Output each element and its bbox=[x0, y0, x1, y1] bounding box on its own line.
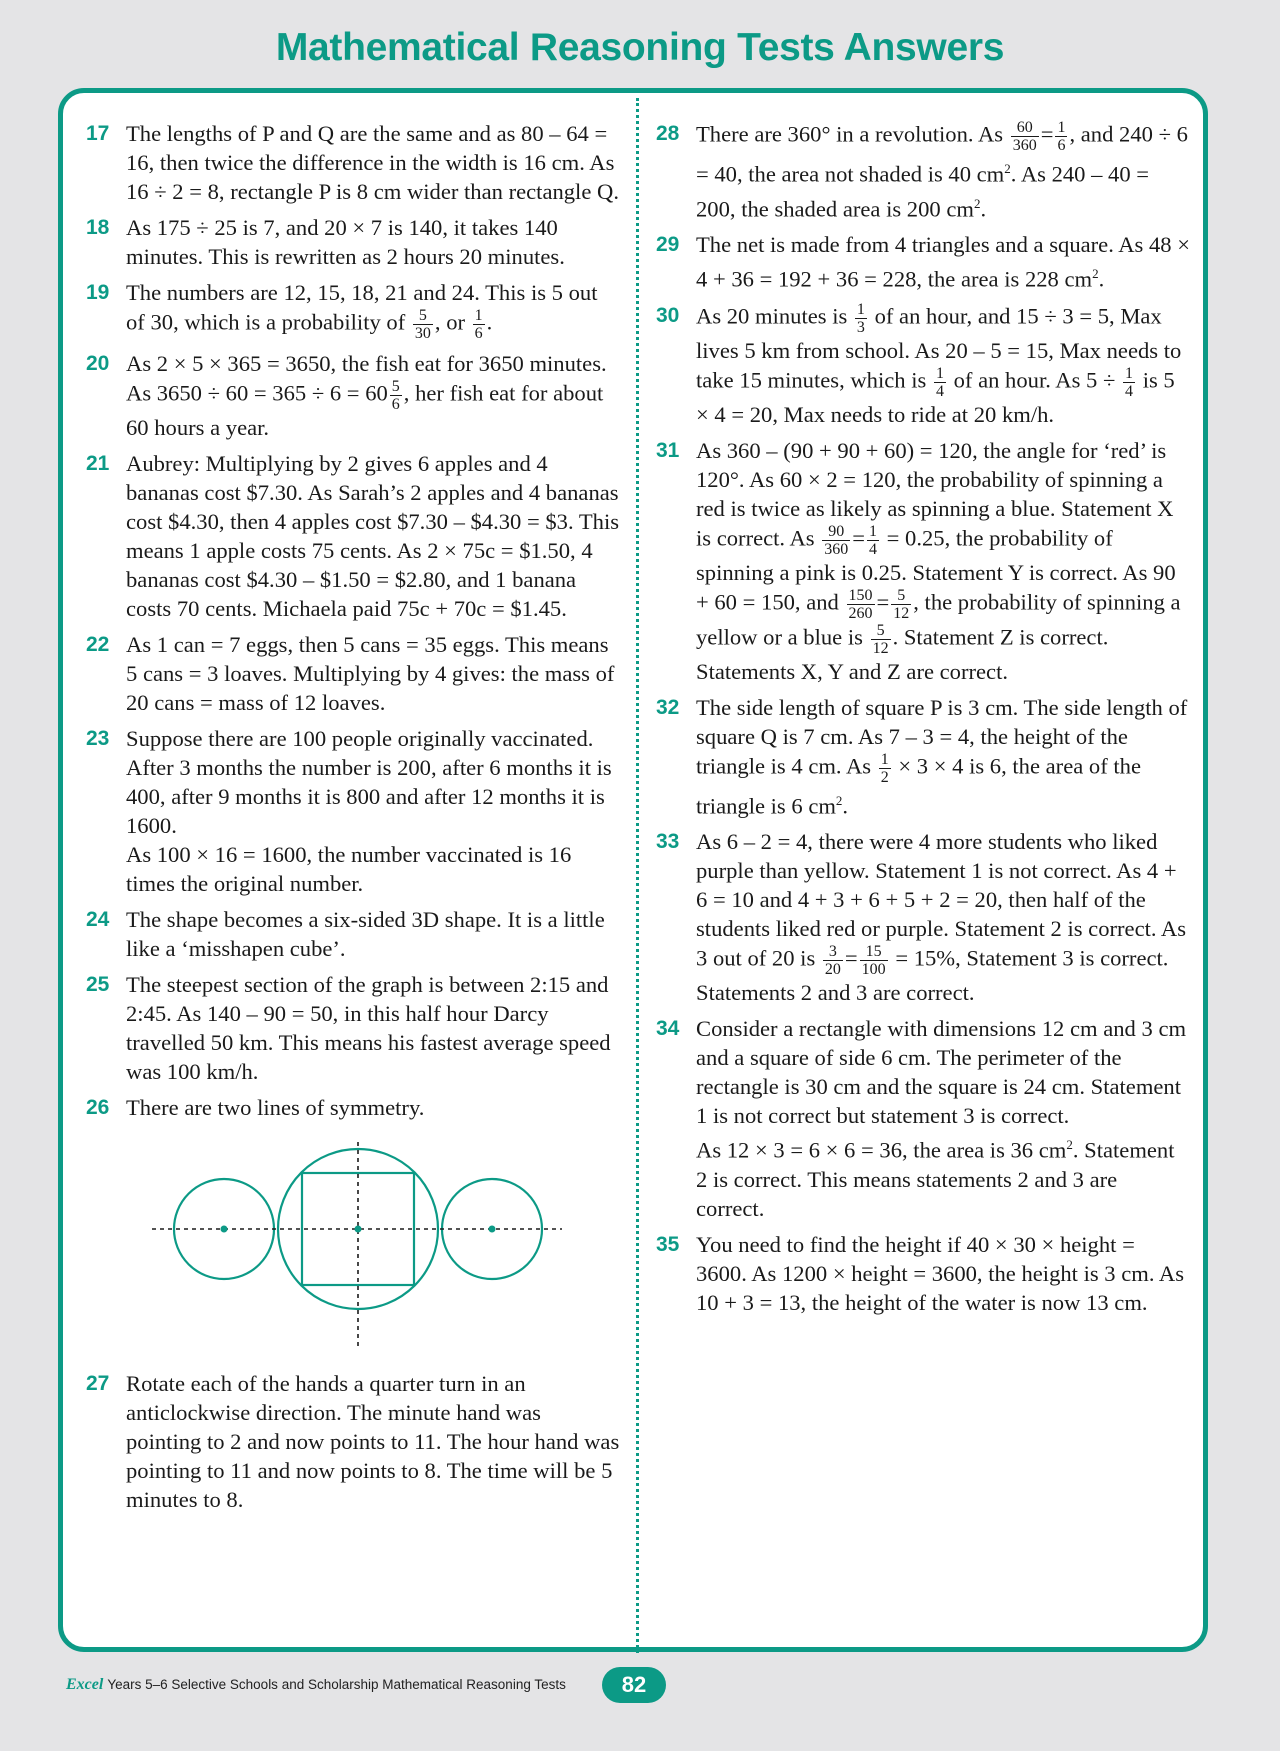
centre-dot bbox=[221, 1226, 228, 1233]
right-column bbox=[656, 119, 1190, 1324]
fraction: $\frac{5}{30}$ bbox=[414, 307, 431, 342]
answer-19: 19 The numbers are 12, 15, 18, 21 and 24. This is 5 out of 30, which is a probability of $\frac{5}{30}$ , or $\frac{1}{6}$ . bbox=[86, 280, 598, 342]
fraction: $\frac{5}{12}$ bbox=[872, 621, 889, 657]
page-number: 82 bbox=[602, 1667, 666, 1703]
answer-25 bbox=[86, 970, 620, 1086]
fraction: $\frac{1}{3}$ bbox=[856, 300, 865, 336]
answer-35 bbox=[656, 1230, 1190, 1317]
answer-number: 21 bbox=[86, 452, 110, 475]
page-title: Mathematical Reasoning Tests Answers bbox=[275, 26, 1005, 69]
symmetry-diagram bbox=[152, 1142, 562, 1347]
fraction: $\frac{150}{260}$ bbox=[848, 586, 873, 622]
answer-number: 33 bbox=[656, 830, 680, 854]
fraction: $\frac{3}{20}$ bbox=[824, 943, 841, 979]
answer-20: 20 As 2 × 5 × 365 = 3650, the fish eat for 3650 minutes. As 3650 ÷ 60 = 365 ÷ 6 = 60 $\frac{5}{6}$ , her fish eat for about 60 hours a year. bbox=[86, 351, 607, 440]
answer-24 bbox=[86, 905, 620, 963]
fraction: $\frac{5}{12}$ bbox=[893, 586, 910, 622]
answer-text: Consider a rectangle with dimensions 12 cm and 3 cm and a square of side 6 cm. The perimeter of the rectangle is 30 cm and the square is 24 cm. Statement 1 is not correct but statement 3 is correct. bbox=[696, 1016, 1187, 1129]
answer-number: 25 bbox=[86, 973, 110, 996]
answer-text: As 100 × 16 = 1600, the number vaccinated is 16 times the original number. bbox=[126, 842, 572, 896]
answer-17 bbox=[86, 119, 620, 206]
answer-number: 27 bbox=[86, 1372, 110, 1395]
answer-23 bbox=[86, 724, 620, 898]
answer-text: Suppose there are 100 people originally vaccinated. After 3 months the number is 200, after 6 months it is 400, after 9 months it is 800 and after 12 months it is 1600. bbox=[126, 726, 612, 838]
fraction: $\frac{5}{6}$ bbox=[391, 378, 400, 413]
answer-27 bbox=[86, 1369, 620, 1514]
answer-text: The lengths of P and Q are the same and as 80 – 64 = 16, then twice the difference in the width is 16 cm. As 16 ÷ 2 = 8, rectangle P is 8 cm wider than rectangle Q. bbox=[126, 121, 619, 204]
answer-number: 30 bbox=[656, 303, 680, 327]
centre-dot bbox=[355, 1226, 362, 1233]
fraction: $\frac{15}{100}$ bbox=[861, 943, 886, 979]
answer-number: 34 bbox=[656, 1017, 680, 1041]
fraction: $\frac{1}{4}$ bbox=[869, 522, 877, 558]
fraction: $\frac{1}{6}$ bbox=[1057, 119, 1066, 154]
answer-34: 34 Consider a rectangle with dimensions 12 cm and 3 cm and a square of side 6 cm. The perimeter of the rectangle is 30 cm and the square is 24 cm. Statement 1 is not correct but statement 3 is correct. As 12 × 3 = 6 × 6 = 36, the area is 36 $cm^2$. Statement 2 is correct. This means statements 2 and 3 are correct. bbox=[656, 1014, 1190, 1223]
answer-26 bbox=[86, 1093, 620, 1122]
centre-dot bbox=[489, 1226, 496, 1233]
answer-text: There are two lines of symmetry. bbox=[126, 1095, 425, 1120]
answer-29: 29 The net is made from 4 triangles and a square. As 48 × 4 + 36 = 192 + 36 = 228, the area is 228 $cm^2$. bbox=[656, 232, 1190, 292]
answer-30: 30 As 20 minutes is $\frac{1}{3}$ of an hour, and 15 ÷ 3 = 5, Max lives 5 km from school. As 20 – 5 = 15, Max needs to take 15 minutes, which is $\frac{1}{4}$ of an hour. As 5 ÷ $\frac{1}{4}$ is 5 × 4 = 20, Max needs to ride at 20 km/h. bbox=[656, 300, 1182, 427]
footer bbox=[66, 1676, 566, 1694]
answer-number: 23 bbox=[86, 727, 110, 750]
brand-logo: Excel bbox=[66, 1676, 104, 1693]
answer-number: 18 bbox=[86, 216, 110, 239]
answer-number: 20 bbox=[86, 352, 110, 375]
answer-number: 17 bbox=[86, 122, 110, 145]
answer-32: 32 The side length of square P is 3 cm. The side length of square Q is 7 cm. As 7 – 3 = 4, the height of the triangle is 4 cm. As $\frac{1}{2}$ × 3 × 4 is 6, the area of the triangle is 6 $cm^2$. bbox=[656, 694, 1188, 819]
answer-text: The steepest section of the graph is between 2:15 and 2:45. As 140 – 90 = 50, in this half hour Darcy travelled 50 km. This means his fastest average speed was 100 km/h. bbox=[126, 972, 611, 1084]
fraction: $\frac{1}{4}$ bbox=[935, 364, 944, 400]
answer-text: As 2 × 5 × 365 = 3650, the fish eat for 3650 minutes. As 3650 ÷ 60 = 365 ÷ 6 = 60 bbox=[126, 351, 607, 406]
answer-number: 32 bbox=[656, 695, 680, 719]
fraction: $\frac{1}{4}$ bbox=[1125, 364, 1134, 400]
answer-22 bbox=[86, 630, 620, 717]
answer-number: 31 bbox=[656, 438, 680, 462]
answer-text: Rotate each of the hands a quarter turn in an anticlockwise direction. The minute hand was pointing to 2 and now points to 11. The hour hand was pointing to 11 and now points to 8. The time will be 5 minutes to 8. bbox=[126, 1371, 620, 1512]
answer-number: 24 bbox=[86, 908, 110, 931]
answer-text: The shape becomes a six-sided 3D shape. It is a little like a ‘misshapen cube’. bbox=[126, 907, 605, 961]
book-title: Years 5–6 Selective Schools and Scholarship Mathematical Reasoning Tests bbox=[107, 1677, 566, 1692]
answer-number: 19 bbox=[86, 281, 110, 304]
answer-text: You need to find the height if 40 × 30 × height = 3600. As 1200 × height = 3600, the height is 3 cm. As 10 + 3 = 13, the height of the water is now 13 cm. bbox=[696, 1231, 1185, 1315]
answer-number: 29 bbox=[656, 233, 680, 257]
answer-number: 35 bbox=[656, 1232, 680, 1256]
fraction: $\frac{60}{360}$ bbox=[1012, 119, 1037, 154]
answer-number: 28 bbox=[656, 122, 680, 145]
answer-number: 22 bbox=[86, 633, 110, 656]
answer-text: As 175 ÷ 25 is 7, and 20 × 7 is 140, it takes 140 minutes. This is rewritten as 2 hours 20 minutes. bbox=[126, 215, 565, 269]
answer-21 bbox=[86, 449, 620, 623]
answer-text: As 1 can = 7 eggs, then 5 cans = 35 eggs. This means 5 cans = 3 loaves. Multiplying by 4 gives: the mass of 20 cans = mass of 12 loaves. bbox=[126, 632, 615, 715]
fraction: $\frac{90}{360}$ bbox=[824, 522, 849, 558]
left-column bbox=[86, 119, 620, 1521]
answer-18 bbox=[86, 213, 620, 271]
answer-31: 31 As 360 – (90 + 90 + 60) = 120, the angle for ‘red’ is 120°. As 60 × 2 = 120, the probability of spinning a red is twice as likely as spinning a blue. Statement X is correct. As $\frac{90}{360}$ = $\frac{1}{4}$ = 0.25, the probability of spinning a pink is 0.25. Statement Y is correct. As 90 + 60 = 150, and $\frac{150}{260}$ = $\frac{5}{12}$ , the probability of spinning a yellow or a blue is $\frac{5}{12}$ . Statement Z is correct. Statements X, Y and Z are correct. bbox=[656, 437, 1181, 684]
answer-33: 33 As 6 – 2 = 4, there were 4 more students who liked purple than yellow. Statement 1 is not correct. As 4 + 6 = 10 and 4 + 3 + 6 + 5 + 2 = 20, then half of the students liked red or purple. Statement 2 is correct. As 3 out of 20 is $\frac{3}{20}$ = $\frac{15}{100}$ = 15%, Statement 3 is correct. Statements 2 and 3 are correct. bbox=[656, 829, 1187, 1006]
column-divider bbox=[636, 98, 639, 1653]
fraction: $\frac{1}{2}$ bbox=[880, 750, 889, 786]
answer-number: 26 bbox=[86, 1096, 110, 1119]
answer-text: Aubrey: Multiplying by 2 gives 6 apples and 4 bananas cost $7.30. As Sarah’s 2 apples and 4 bananas cost $4.30, then 4 apples cost $7.30 – $4.30 = $3. This means 1 apple costs 75 cents. As 2 × 75c = $1.50, 4 bananas cost $4.30 – $1.50 = $2.80, and 1 banana costs 70 cents. Michaela paid 75c + 70c = $1.45. bbox=[126, 451, 620, 621]
answer-text: The numbers are 12, 15, 18, 21 and 24. This is 5 out of 30, which is a probability of bbox=[126, 280, 598, 335]
fraction: $\frac{1}{6}$ bbox=[474, 307, 483, 342]
answer-28: 28 There are 360° in a revolution. As $\frac{60}{360}$ = $\frac{1}{6}$ , and 240 ÷ 6 = 40, the area not shaded is 40 $cm^2$. As 240 – 40 = 200, the shaded area is 200 $cm^2$. bbox=[656, 119, 1188, 222]
